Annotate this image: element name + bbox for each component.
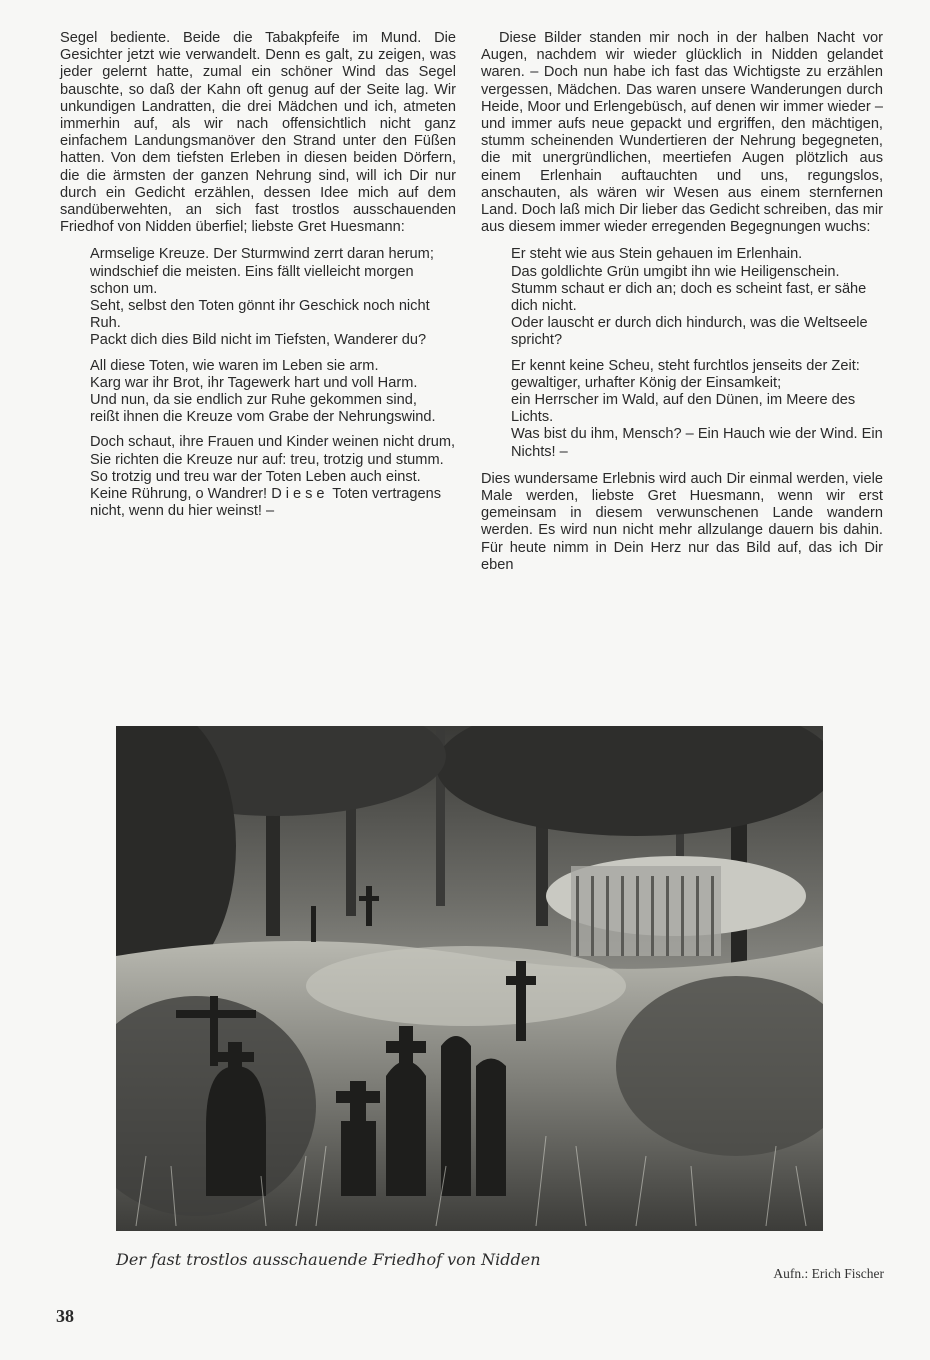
poem-line: Er steht wie aus Stein gehauen im Erlenhain. — [511, 246, 803, 263]
poem-line: Doch schaut, ihre Frauen und Kinder weinen nicht drum, — [90, 434, 456, 451]
poem-line: reißt ihnen die Kreuze vom Grabe der Nehrungswind. — [90, 409, 436, 426]
poem-elk — [481, 246, 883, 460]
poem-line: Seht, selbst den Toten gönnt ihr Geschick noch nicht Ruh. — [90, 298, 430, 332]
poem-line: gewaltiger, urhafter König der Einsamkeit; — [511, 374, 782, 391]
poem-line: Stumm schaut er dich an; doch es scheint fast, er sähe dich nicht. — [511, 280, 867, 315]
poem-line: Karg war ihr Brot, ihr Tagewerk hart und voll Harm. — [90, 374, 418, 391]
cemetery-photo — [116, 726, 823, 1231]
poem-last-line-start: Keine Rührung, o Wandrer! — [90, 486, 268, 503]
poem-line: Sie richten die Kreuze nur auf: treu, trotzig und stumm. — [90, 451, 444, 468]
poem-line: Packt dich dies Bild nicht im Tiefsten, Wanderer du? — [90, 332, 427, 349]
poem-line-last — [90, 486, 456, 520]
prose-paragraph-closing: Dies wundersame Erlebnis wird auch Dir einmal werden, viele Male werden, liebste Gret Huesmann, wenn wir erst gemeinsam in diesem verwunschenen Lande wandern werden. Es wird nun nicht mehr allzulange dauern bis dahin. Für heute nimm in Dein Herz nur das Bild auf, das ich Dir eben — [481, 470, 883, 573]
poem-crosses — [60, 246, 456, 520]
poem-line: Und nun, da sie endlich zur Ruhe gekommen sind, — [90, 392, 417, 409]
poem-line: Oder lauscht er durch dich hindurch, was die Weltseele spricht? — [511, 315, 868, 349]
prose-paragraph: Segel bediente. Beide die Tabakpfeife im Mund. Die Gesichter jetzt wie verwandelt. Denn es galt, zu zeigen, was jeder gelernt hatte, zumal ein schöner Wind das Segel bauschte, so daß der Kahn oft genug auf der Seite lag. Wir unkundigen Landratten, die drei Mädchen und ich, atmeten immerhin auf, als wir nach offensichtlich nicht ganz einfachem Landungsmanöver den Strand unter den Füßen hatten. Von dem tiefsten Erleben in diesen beiden Dörfern, die die ärmsten der ganzen Nehrung sind, will ich Dir nur durch ein Gedicht erzählen, dessen Idee mich auf dem sandüberwehten, an sich fast trostlos ausschauenden Friedhof von Nidden überfiel; liebste Gret Huesmann: — [60, 30, 456, 236]
poem-line: Das goldlichte Grün umgibt ihn wie Heiligenschein. — [511, 263, 840, 280]
photo-caption: Der fast trostlos ausschauende Friedhof von Nidden — [116, 1250, 541, 1269]
poem-line: Er kennt keine Scheu, steht furchtlos jenseits der Zeit: — [511, 357, 860, 374]
poem-last-line-end: Toten vertragens nicht, wenn du hier weinst! – — [90, 486, 442, 520]
text-column-right — [481, 30, 883, 574]
photo-credit: Aufn.: Erich Fischer — [773, 1266, 884, 1281]
poem-line: Armselige Kreuze. Der Sturmwind zerrt daran herum; — [90, 246, 434, 263]
page-number: 38 — [56, 1306, 74, 1326]
prose-paragraph: Diese Bilder standen mir noch in der halben Nacht vor Augen, nachdem wir wieder glücklich in Nidden gelandet waren. – Doch nun habe ich fast das Wichtigste zu erzählen vergessen, Mädchen. Das waren unsere Wanderungen durch Heide, Moor und Erlengebüsch, auf denen wir immer wieder – und immer aufs neue gepackt und ergriffen, den mächtigen, stumm scheinenden Wundertieren der Nehrung begegneten, die mit unergründlichen, meertiefen Augen plötzlich aus einem Erlenhain auftauchten und uns, regungslos, anschauten, als wären wir Wesen aus einem sternfernen Land. Doch laß mich Dir lieber das Gedicht schreiben, das mir aus diesem immer wieder erregenden Begegnungen wuchs: — [481, 30, 883, 236]
poem-line: ein Herrscher im Wald, auf den Dünen, im Meere des Lichts. — [511, 392, 856, 426]
poem-line: All diese Toten, wie waren im Leben sie arm. — [90, 357, 379, 374]
poem-line: Was bist du ihm, Mensch? – Ein Hauch wie der Wind. Ein Nichts! – — [511, 426, 883, 460]
poem-line: windschief die meisten. Eins fällt vielleicht morgen schon um. — [90, 263, 414, 297]
poem-spaced-word: Diese — [271, 486, 329, 503]
text-column-left — [60, 30, 456, 520]
poem-line: So trotzig und treu war der Toten Leben auch einst. — [90, 468, 421, 485]
